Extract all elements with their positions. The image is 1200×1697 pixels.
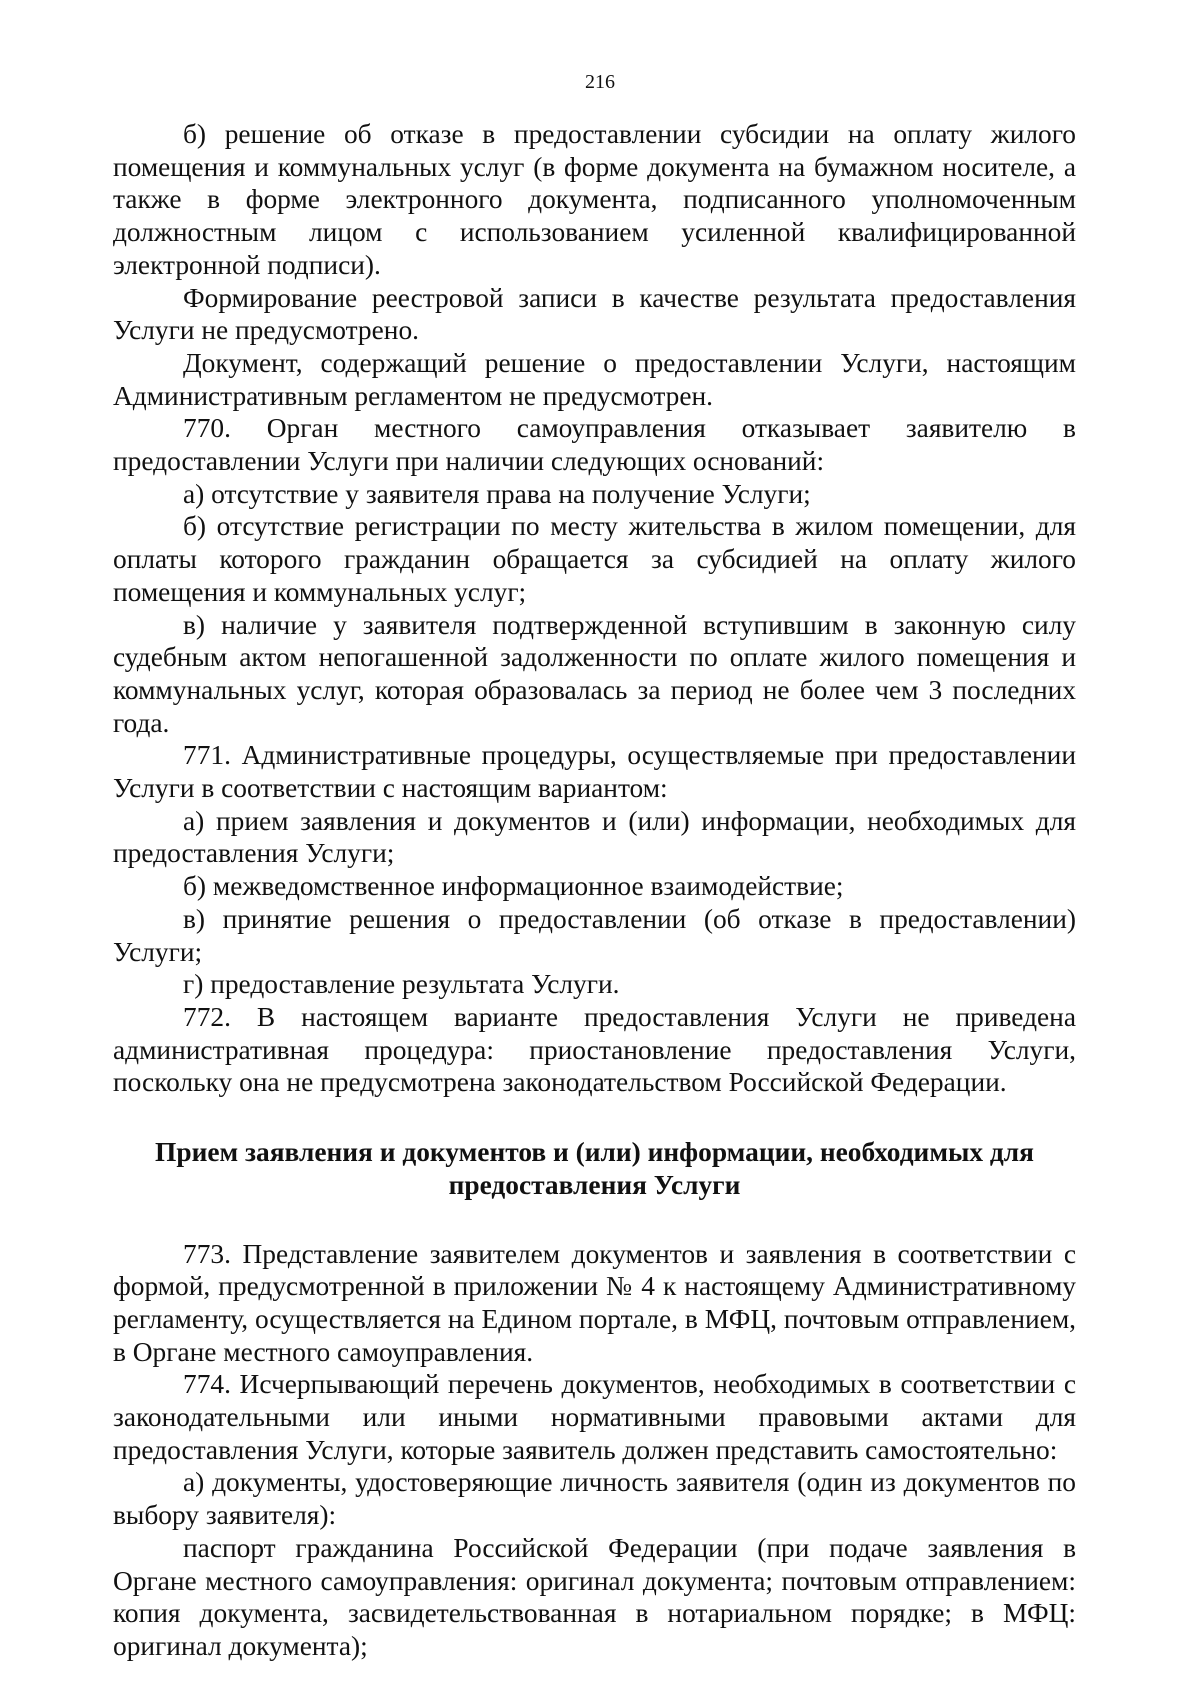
paragraph-770: 770. Орган местного самоуправления отказывает заявителю в предоставлении Услуги при наличии следующих оснований: bbox=[113, 413, 1076, 477]
list-item: г) предоставление результата Услуги. bbox=[183, 969, 620, 1000]
paragraph: Формирование реестровой записи в качестве результата предоставления Услуги не предусмотрено. bbox=[113, 282, 1076, 346]
paragraph-771: 771. Административные процедуры, осуществляемые при предоставлении Услуги в соответствии с настоящим вариантом: bbox=[113, 740, 1076, 804]
list-item: в) принятие решения о предоставлении (об отказе в предоставлении) Услуги; bbox=[113, 903, 1076, 967]
paragraph: б) решение об отказе в предоставлении субсидии на оплату жилого помещения и коммунальных услуг (в форме документа на бумажном носителе, а также в форме электронного документа, подписанного уполномоченным должностным лицом с использованием усиленной квалифицированной электронной подписи). bbox=[113, 119, 1076, 280]
paragraph-772: 772. В настоящем варианте предоставления Услуги не приведена административная процедура: приостановление предоставления Услуги, поскольку она не предусмотрена законодательством Российской Федерации. bbox=[113, 1001, 1076, 1098]
list-item: б) межведомственное информационное взаимодействие; bbox=[183, 871, 844, 902]
section-heading-line: Прием заявления и документов и (или) информации, необходимых для bbox=[155, 1137, 1034, 1168]
list-item: а) документы, удостоверяющие личность заявителя (один из документов по выбору заявителя): bbox=[113, 1467, 1076, 1531]
list-item: в) наличие у заявителя подтвержденной вступившим в законную силу судебным актом непогашенной задолженности по оплате жилого помещения и коммунальных услуг, которая образовалась за период не более чем 3 последних года. bbox=[113, 609, 1076, 738]
paragraph-774: 774. Исчерпывающий перечень документов, необходимых в соответствии с законодательными или иными нормативными правовыми актами для предоставления Услуги, которые заявитель должен представить самостоятельно: bbox=[113, 1369, 1076, 1465]
list-item: а) отсутствие у заявителя права на получение Услуги; bbox=[183, 478, 811, 509]
list-item: б) отсутствие регистрации по месту жительства в жилом помещении, для оплаты которого гражданин обращается за субсидией на оплату жилого помещения и коммунальных услуг; bbox=[113, 511, 1076, 607]
section-heading-line: предоставления Услуги bbox=[448, 1169, 741, 1200]
document-body bbox=[113, 118, 1076, 1663]
page-number: 216 bbox=[585, 71, 615, 93]
paragraph: паспорт гражданина Российской Федерации (при подаче заявления в Органе местного самоуправления: оригинал документа; почтовым отправлением: копия документа, засвидетельствованная в нотариальном порядке; в МФЦ: оригинал документа); bbox=[113, 1532, 1076, 1661]
paragraph-773: 773. Представление заявителем документов и заявления в соответствии с формой, предусмотренной в приложении № 4 к настоящему Административному регламенту, осуществляется на Едином портале, в МФЦ, почтовым отправлением, в Органе местного самоуправления. bbox=[113, 1238, 1076, 1367]
paragraph: Документ, содержащий решение о предоставлении Услуги, настоящим Административным регламентом не предусмотрен. bbox=[113, 347, 1076, 411]
list-item: а) прием заявления и документов и (или) информации, необходимых для предоставления Услуги; bbox=[113, 805, 1076, 869]
section-heading bbox=[113, 1136, 1076, 1201]
